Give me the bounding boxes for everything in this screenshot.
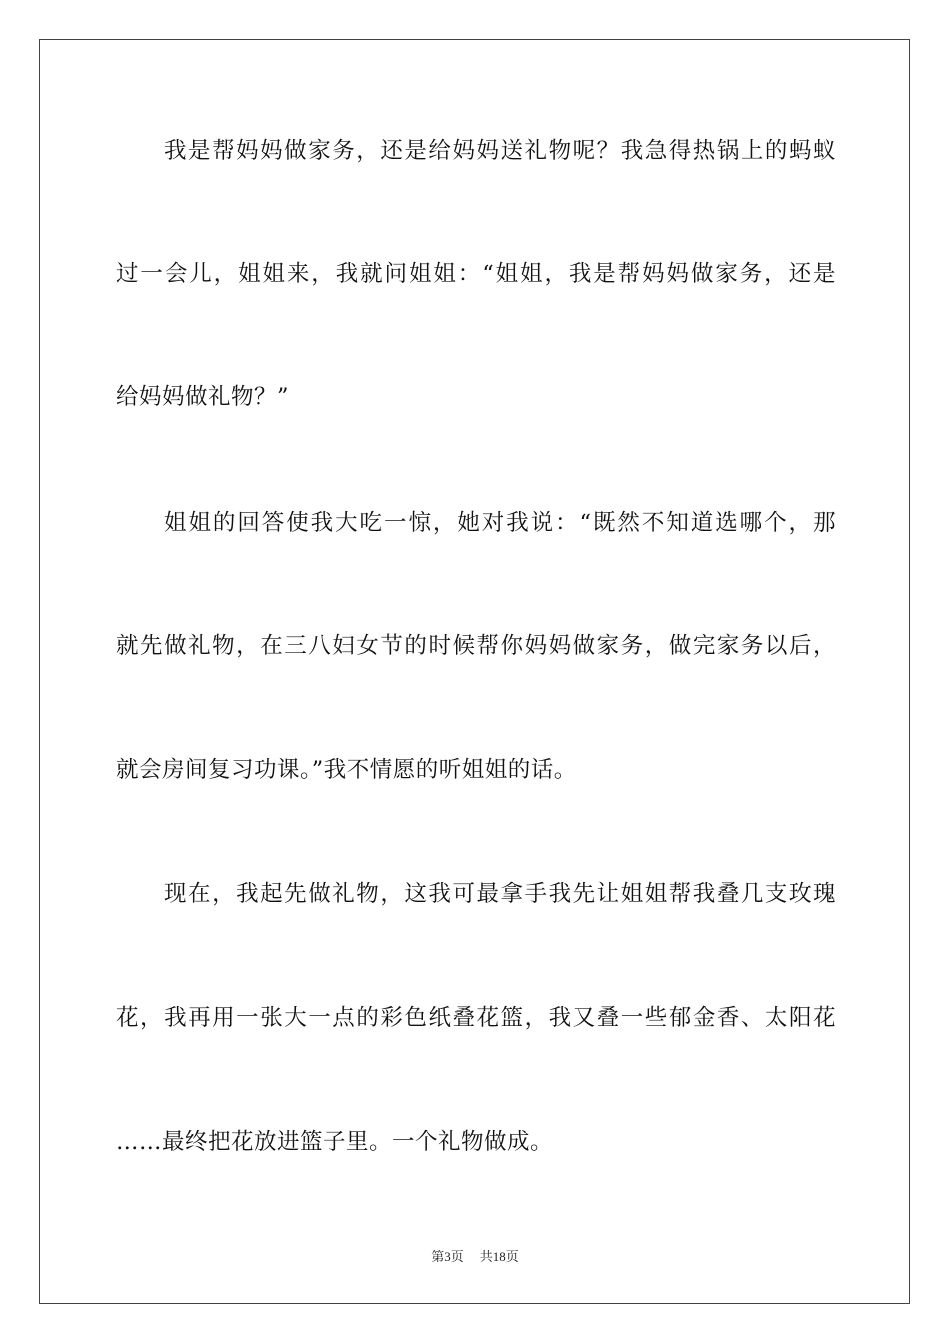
page-border (39, 39, 910, 1304)
paragraph-2-line-2: 就先做礼物，在三八妇女节的时候帮你妈妈做家务，做完家务以后， (116, 633, 836, 659)
page-total: 共18页 (479, 1249, 519, 1264)
paragraph-1-line-3: 给妈妈做礼物？” (116, 384, 290, 410)
page-footer (0, 1248, 950, 1266)
paragraph-2-line-1: 姐姐的回答使我大吃一惊，她对我说：“既然不知道选哪个，那 (164, 510, 836, 536)
paragraph-3-line-2: 花，我再用一张大一点的彩色纸叠花篮，我又叠一些郁金香、太阳花 (116, 1005, 836, 1031)
paragraph-1-line-2: 过一会儿，姐姐来，我就问姐姐：“姐姐，我是帮妈妈做家务，还是 (116, 261, 836, 287)
page-number: 第3页 (431, 1249, 464, 1264)
paragraph-3-line-1: 现在，我起先做礼物，这我可最拿手我先让姐姐帮我叠几支玫瑰 (164, 881, 836, 907)
paragraph-3-line-3: ……最终把花放进篮子里。一个礼物做成。 (116, 1129, 554, 1155)
paragraph-1-line-1: 我是帮妈妈做家务，还是给妈妈送礼物呢？我急得热锅上的蚂蚁 (164, 138, 836, 164)
paragraph-2-line-3: 就会房间复习功课。”我不情愿的听姐姐的话。 (116, 757, 577, 783)
